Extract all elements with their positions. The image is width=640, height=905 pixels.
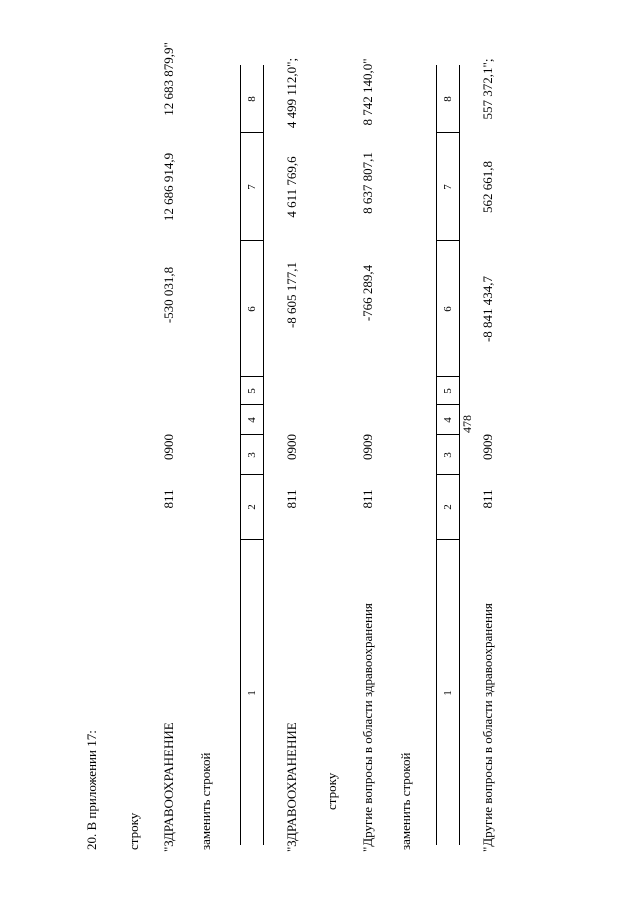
t2-h3: 3 bbox=[442, 452, 454, 458]
t1-sep bbox=[240, 434, 264, 435]
t2-h7: 7 bbox=[442, 184, 454, 190]
b2o-c2: 811 bbox=[360, 489, 375, 509]
t2-h6: 6 bbox=[442, 306, 454, 312]
item-heading: 20. В приложении 17: bbox=[84, 730, 99, 850]
t1-sep bbox=[240, 132, 264, 133]
t2-h5: 5 bbox=[442, 388, 454, 394]
b1o-c8: 12 683 879,9" bbox=[161, 42, 176, 116]
label-replace-1: заменить строкой bbox=[198, 752, 213, 850]
b2n-c3: 0909 bbox=[480, 434, 495, 460]
t2-top-line bbox=[436, 65, 437, 845]
t1-sep bbox=[240, 404, 264, 405]
t1-h6: 6 bbox=[246, 306, 258, 312]
b2n-c2: 811 bbox=[480, 489, 495, 509]
t1-bottom-line bbox=[263, 65, 264, 845]
b2n-c7: 562 661,8 bbox=[480, 161, 495, 213]
b2o-name: "Другие вопросы в области здравоохранения bbox=[360, 603, 375, 852]
b1o-c6: -530 031,8 bbox=[161, 266, 176, 324]
t2-sep bbox=[436, 132, 460, 133]
b1n-name: "ЗДРАВООХРАНЕНИЕ bbox=[284, 722, 299, 852]
t2-h2: 2 bbox=[442, 504, 454, 510]
t2-h8: 8 bbox=[442, 96, 454, 102]
t1-h8: 8 bbox=[246, 96, 258, 102]
b2o-c6: -766 289,4 bbox=[360, 264, 375, 322]
b2o-c8: 8 742 140,0" bbox=[360, 58, 375, 126]
t1-h3: 3 bbox=[246, 452, 258, 458]
t1-h7: 7 bbox=[246, 184, 258, 190]
t1-h2: 2 bbox=[246, 504, 258, 510]
b1o-c7: 12 686 914,9 bbox=[161, 152, 176, 222]
t2-sep bbox=[436, 474, 460, 475]
b2n-c8: 557 372,1"; bbox=[480, 58, 495, 120]
b2n-c6: -8 841 434,7 bbox=[480, 275, 495, 343]
label-replace-2: заменить строкой bbox=[398, 752, 413, 850]
b2o-c7: 8 637 807,1 bbox=[360, 152, 375, 214]
label-row-1: строку bbox=[126, 812, 141, 850]
t1-top-line bbox=[240, 65, 241, 845]
b1n-c3: 0900 bbox=[284, 434, 299, 460]
t2-h1: 1 bbox=[442, 690, 454, 696]
b2o-c3: 0909 bbox=[360, 434, 375, 460]
t1-h4: 4 bbox=[246, 417, 258, 423]
t1-h1: 1 bbox=[246, 690, 258, 696]
b1o-c2: 811 bbox=[161, 489, 176, 509]
t1-sep bbox=[240, 539, 264, 540]
t2-h4: 4 bbox=[442, 417, 454, 423]
t2-sep bbox=[436, 240, 460, 241]
t2-bottom-line bbox=[459, 65, 460, 845]
t2-sep bbox=[436, 539, 460, 540]
t2-sep bbox=[436, 434, 460, 435]
page-number: 478 bbox=[460, 415, 474, 433]
b1n-c6: -8 605 177,1 bbox=[284, 261, 299, 329]
t1-sep bbox=[240, 240, 264, 241]
b1o-c3: 0900 bbox=[161, 434, 176, 460]
b1n-c2: 811 bbox=[284, 489, 299, 509]
t2-sep bbox=[436, 376, 460, 377]
t2-sep bbox=[436, 404, 460, 405]
t1-h5: 5 bbox=[246, 388, 258, 394]
t1-sep bbox=[240, 376, 264, 377]
t1-sep bbox=[240, 474, 264, 475]
label-row-2: строку bbox=[324, 772, 339, 810]
b1n-c7: 4 611 769,6 bbox=[284, 156, 299, 218]
b1o-name: "ЗДРАВООХРАНЕНИЕ bbox=[161, 722, 176, 852]
b2n-name: "Другие вопросы в области здравоохранения bbox=[480, 603, 495, 852]
b1n-c8: 4 499 112,0"; bbox=[284, 57, 299, 129]
